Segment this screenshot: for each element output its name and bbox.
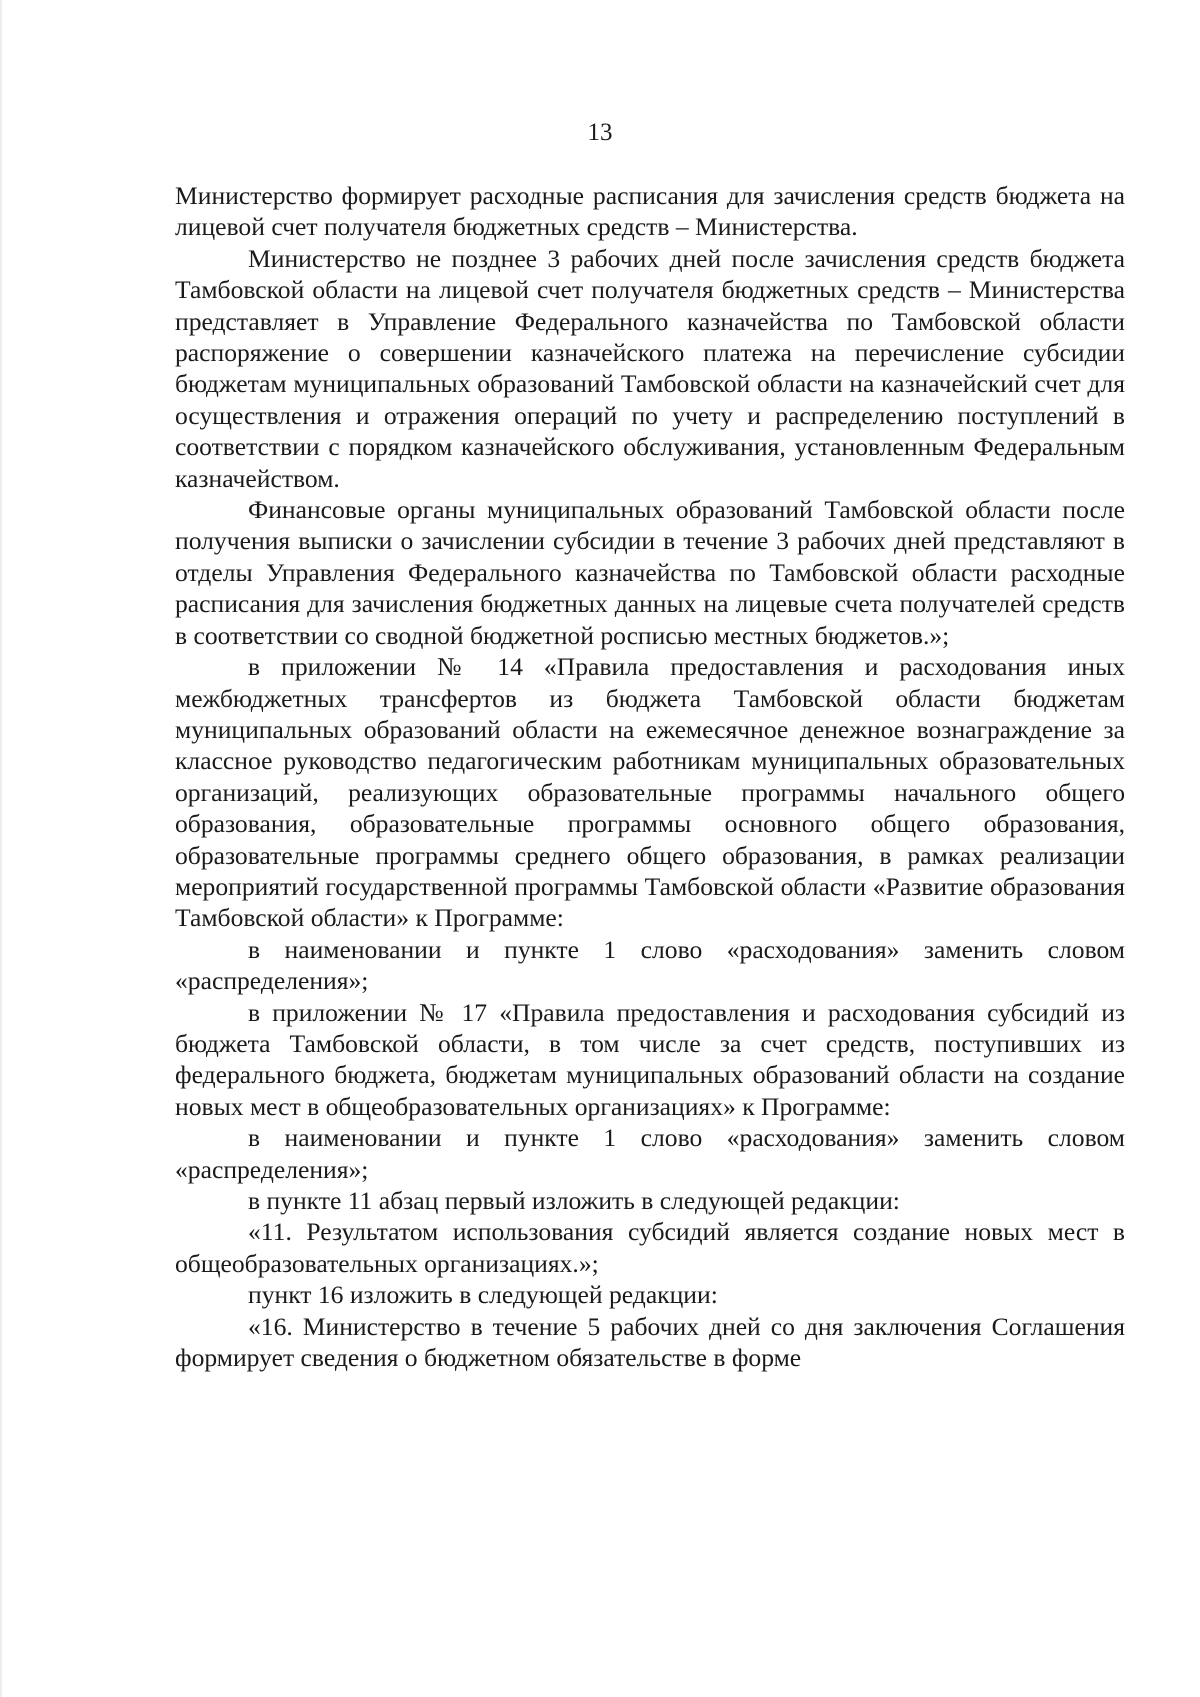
paragraph-7: в наименовании и пункте 1 слово «расходования» заменить словом «распределения»; [175,1123,1125,1184]
page-number: 13 [587,119,613,146]
paragraph-1: Министерство формирует расходные расписания для зачисления средств бюджета на лицевой счет получателя бюджетных средств – Министерства. [175,181,1125,242]
document-body [175,180,1125,1373]
paragraph-8: в пункте 11 абзац первый изложить в следующей редакции: [248,1186,900,1215]
scan-edge [0,0,3,1697]
paragraph-4: в приложении № 14 «Правила предоставления и расходования иных межбюджетных трансфертов из бюджета Тамбовской области бюджетам муниципальных образований области на ежемесячное денежное вознаграждение за классное руководство педагогическим работникам муниципальных образовательных организаций, реализующих образовательные программы начального общего образования, образовательные программы основного общего образования, образовательные программы среднего общего образования, в рамках реализации мероприятий государственной программы Тамбовской области «Развитие образования Тамбовской области» к Программе: [175,652,1125,933]
paragraph-6: в приложении № 17 «Правила предоставления и расходования субсидий из бюджета Тамбовской области, в том числе за счет средств, поступивших из федерального бюджета, бюджетам муниципальных образований области на создание новых мест в общеобразовательных организациях» к Программе: [175,997,1125,1121]
paragraph-2: Министерство не позднее 3 рабочих дней после зачисления средств бюджета Тамбовской области на лицевой счет получателя бюджетных средств – Министерства представляет в Управление Федерального казначейства по Тамбовской области распоряжение о совершении казначейского платежа на перечисление субсидии бюджетам муниципальных образований Тамбовской области на казначейский счет для осуществления и отражения операций по учету и распределению поступлений в соответствии с порядком казначейского обслуживания, установленным Федеральным казначейством. [175,243,1125,493]
paragraph-10: пункт 16 изложить в следующей редакции: [248,1280,718,1310]
paragraph-3: Финансовые органы муниципальных образований Тамбовской области после получения выписки о зачислении субсидии в течение 3 рабочих дней представляют в отделы Управления Федерального казначейства по Тамбовской области расходные расписания для зачисления бюджетных данных на лицевые счета получателей средств в соответствии со сводной бюджетной росписью местных бюджетов.»; [175,495,1125,650]
paragraph-5: в наименовании и пункте 1 слово «расходования» заменить словом «распределения»; [175,934,1125,996]
paragraph-11: «16. Министерство в течение 5 рабочих дней со дня заключения Соглашения формирует сведения о бюджетном обязательстве в форме [175,1311,1125,1373]
paragraph-9: «11. Результатом использования субсидий является создание новых мест в общеобразовательных организациях.»; [175,1217,1125,1278]
